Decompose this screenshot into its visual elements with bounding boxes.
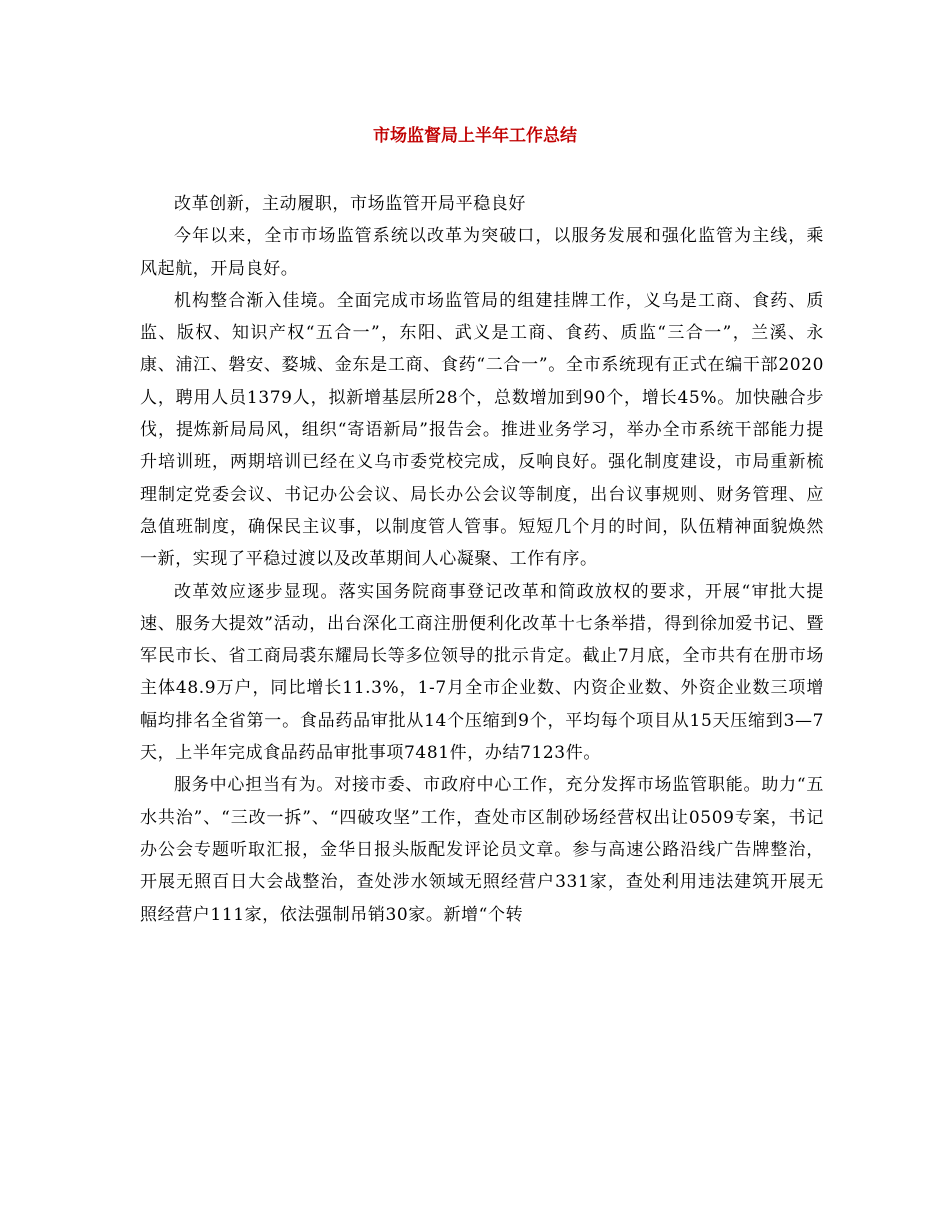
document-title: 市场监督局上半年工作总结 bbox=[373, 126, 577, 146]
paragraph-heading: 改革创新，主动履职，市场监管开局平稳良好 bbox=[174, 194, 526, 214]
paragraph-institutional-integration: 机构整合渐入佳境。全面完成市场监管局的组建挂牌工作，义乌是工商、食药、质监、版权、知识产权“五合一”，东阳、武义是工商、食药、质监“三合一”，兰溪、永康、浦江、磐安、婺城、金东是工商、食药“二合一”。全市系统现有正式在编干部2020人，聘用人员1379人，拟新增基层所28个，总数增加到90个，增长45%。加快融合步伐，提炼新局局风，组织“寄语新局”报告会。推进业务学习，举办全市系统干部能力提升培训班，两期培训已经在义乌市委党校完成，反响良好。强化制度建设，市局重新梳理制定党委会议、书记办公会议、局长办公会议等制度，出台议事规则、财务管理、应急值班制度，确保民主议事，以制度管人管事。短短几个月的时间，队伍精神面貌焕然一新，实现了平稳过渡以及改革期间人心凝聚、工作有序。 bbox=[140, 290, 824, 570]
paragraph-service-center: 服务中心担当有为。对接市委、市政府中心工作，充分发挥市场监管职能。助力“五水共治”、“三改一拆”、“四破攻坚”工作，查处市区制砂场经营权出让0509专案，书记办公会专题听取汇报，金华日报头版配发评论员文章。参与高速公路沿线广告牌整治，开展无照百日大会战整治，查处涉水领域无照经营户331家，查处利用违法建筑开展无照经营户111家，依法强制吊销30家。新增“个转 bbox=[140, 775, 824, 925]
paragraph-reform-effects: 改革效应逐步显现。落实国务院商事登记改革和简政放权的要求，开展“审批大提速、服务大提效”活动，出台深化工商注册便利化改革十七条举措，得到徐加爱书记、暨军民市长、省工商局裘东耀局长等多位领导的批示肯定。截止7月底，全市共有在册市场主体48.9万户，同比增长11.3%，1-7月全市企业数、内资企业数、外资企业数三项增幅均排名全省第一。食品药品审批从14个压缩到9个，平均每个项目从15天压缩到3—7天，上半年完成食品药品审批事项7481件，办结7123件。 bbox=[140, 581, 824, 764]
paragraph-intro: 今年以来，全市市场监管系统以改革为突破口，以服务发展和强化监管为主线，乘风起航，开局良好。 bbox=[140, 226, 824, 279]
document-body bbox=[140, 188, 824, 931]
